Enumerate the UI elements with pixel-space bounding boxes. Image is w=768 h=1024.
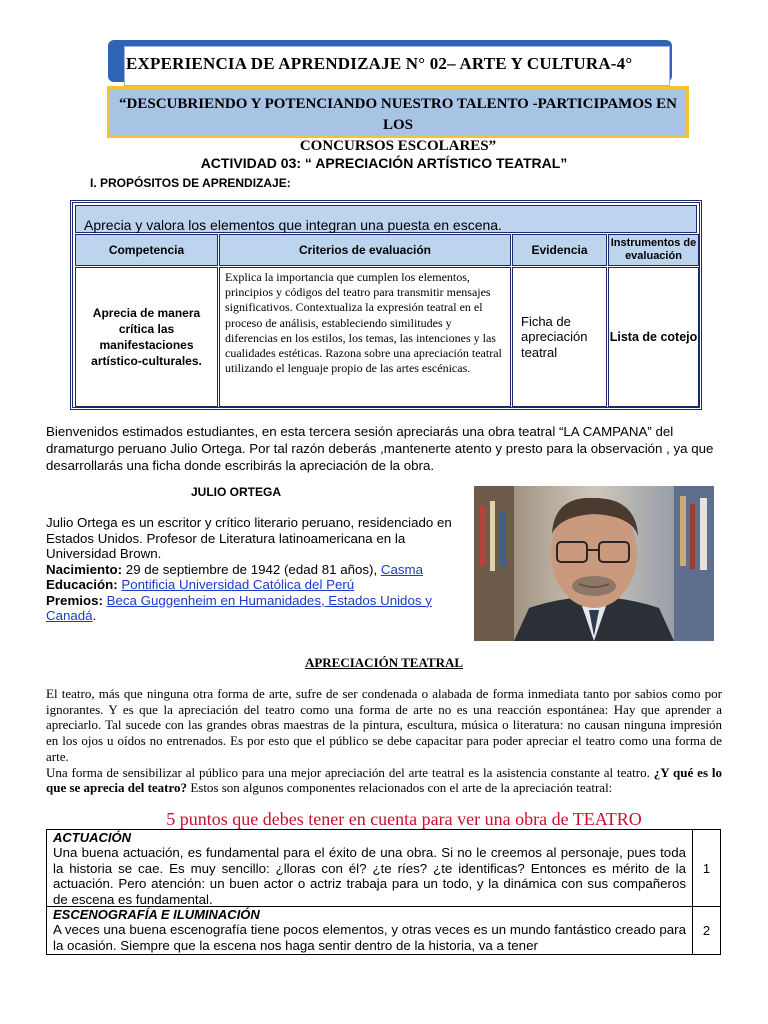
premios-end: .	[92, 608, 97, 623]
point-heading-2: ESCENOGRAFÍA E ILUMINACIÓN	[53, 907, 260, 922]
subtitle-line-2: CONCURSOS ESCOLARES”	[299, 138, 497, 154]
points-table	[46, 829, 721, 955]
premios-label: Premios:	[46, 592, 103, 608]
table-banner	[75, 205, 697, 233]
header-competencia: Competencia	[75, 234, 218, 266]
apreciacion-paragraph-1: El teatro, más que ninguna otra forma de arte, sufre de ser condenada o alabada de forma inmediata tanto por sabios como por ignorantes. Y es que la apreciación del teatro como una forma de arte no es una reacción espontánea: Hay que aprender a apreciarlo. Tal sucede con las grandes obras maestras de la pintura, escultura, música o literatura: no causan ninguna impresión en los ojos u oídos no entrenados. Es por esto que el público se debe capacitar para poder apreciar el teatro como una forma de arte.	[46, 686, 722, 764]
p2-question: ¿Y qué es lo que se aprecia del teatro?	[46, 764, 723, 796]
page-title: EXPERIENCIA DE APRENDIZAJE N° 02– ARTE Y CULTURA-4°	[126, 54, 633, 73]
point-text-2: A veces una buena escenografía tiene pocos elementos, y otras veces es un mundo fantástico creado para la ocasión. Siempre que la escena nos haga sentir dentro de la historia, va a tener	[53, 922, 686, 953]
apreciacion-body	[46, 686, 722, 796]
subtitle	[110, 94, 686, 157]
bio-description: Julio Ortega es un escritor y crítico literario peruano, residenciado en Estados Unidos. Profesor de Literatura latinoamericana en la Universidad Brown.	[46, 515, 452, 561]
apreciacion-title: APRECIACIÓN TEATRAL	[304, 655, 464, 670]
activity-title: ACTIVIDAD 03: “ APRECIACIÓN ARTÍSTICO TEATRAL”	[200, 155, 568, 171]
p2-end: Estos son algunos componentes relacionados con el arte de la apreciación teatral:	[187, 780, 613, 796]
nacimiento-value: 29 de septiembre de 1942 (edad 81 años),	[122, 561, 381, 577]
table-banner-text: Aprecia y valora los elementos que integran una puesta en escena.	[84, 217, 502, 233]
bio-nacimiento	[46, 562, 466, 578]
point-row-2	[46, 906, 693, 955]
author-photo	[474, 486, 714, 641]
point-number-2: 2	[692, 906, 721, 955]
subtitle-line-1: “DESCUBRIENDO Y POTENCIANDO NUESTRO TALENTO -PARTICIPAMOS EN LOS	[119, 96, 677, 133]
header-evidencia: Evidencia	[512, 234, 607, 266]
bio-premios	[46, 593, 466, 624]
cell-criterios: Explica la importancia que cumplen los elementos, principios y códigos del teatro para transmitir mensajes significativos. Contextualiza la expresión teatral en el proceso de análisis, estableciendo similitudes y diferencias en los estilos, los temas, las intenciones y las cualidades estéticas. Razona sobre una apreciación teatral utilizando el lenguaje propio de las artes escénicas.	[219, 267, 511, 407]
points-title: 5 puntos que debes tener en cuenta para ver una obra de TEATRO	[166, 809, 642, 829]
point-heading-1: ACTUACIÓN	[53, 830, 131, 845]
section-title: I. PROPÓSITOS DE APRENDIZAJE:	[90, 176, 291, 190]
p2-start: Una forma de sensibilizar al público para una mejor apreciación del arte teatral es la asistencia constante al teatro.	[46, 764, 654, 780]
intro-paragraph: Bienvenidos estimados estudiantes, en esta tercera sesión apreciarás una obra teatral “LA CAMPANA” del dramaturgo peruano Julio Ortega. Por tal razón deberás ,mantenerte atento y presto para la observación , ya que desarrollarás una ficha donde escribirás la apreciación de la obra.	[46, 424, 714, 473]
author-name: JULIO ORTEGA	[191, 485, 282, 499]
cell-instrumento: Lista de cotejo	[608, 267, 699, 407]
point-row-1	[46, 829, 693, 907]
bio-educacion	[46, 577, 466, 593]
subtitle-box	[107, 86, 689, 154]
header-banner	[108, 40, 672, 86]
cell-competencia: Aprecia de manera crítica las manifestaciones artístico-culturales.	[75, 267, 218, 407]
point-text-1: Una buena actuación, es fundamental para el éxito de una obra. Si no le creemos al personaje, pues toda la historia se cae. Es muy sencillo: ¿lloras con él? ¿te ríes? ¿te identificas? Entonces es mérito de la actuación. Pero atención: un buen actor o actriz trabaja para un todo, y la dinámica con sus compañeros de escena es fundamental.	[53, 845, 686, 907]
cell-evidencia: Ficha de apreciación teatral	[512, 267, 607, 407]
premios-link[interactable]: Beca Guggenheim en Humanidades, Estados Unidos y Canadá	[46, 592, 432, 623]
point-number-1: 1	[692, 829, 721, 907]
educacion-label: Educación:	[46, 577, 118, 592]
casma-link[interactable]: Casma	[380, 561, 423, 577]
apreciacion-paragraph-2	[46, 765, 722, 796]
nacimiento-label: Nacimiento:	[46, 561, 123, 577]
learning-purposes-table	[70, 200, 702, 410]
portrait-illustration	[474, 486, 714, 641]
header-instrumentos: Instrumentos de evaluación	[608, 234, 699, 266]
author-bio	[46, 515, 466, 624]
header-criterios: Criterios de evaluación	[219, 234, 511, 266]
educacion-link[interactable]: Pontificia Universidad Católica del Perú	[121, 577, 355, 592]
